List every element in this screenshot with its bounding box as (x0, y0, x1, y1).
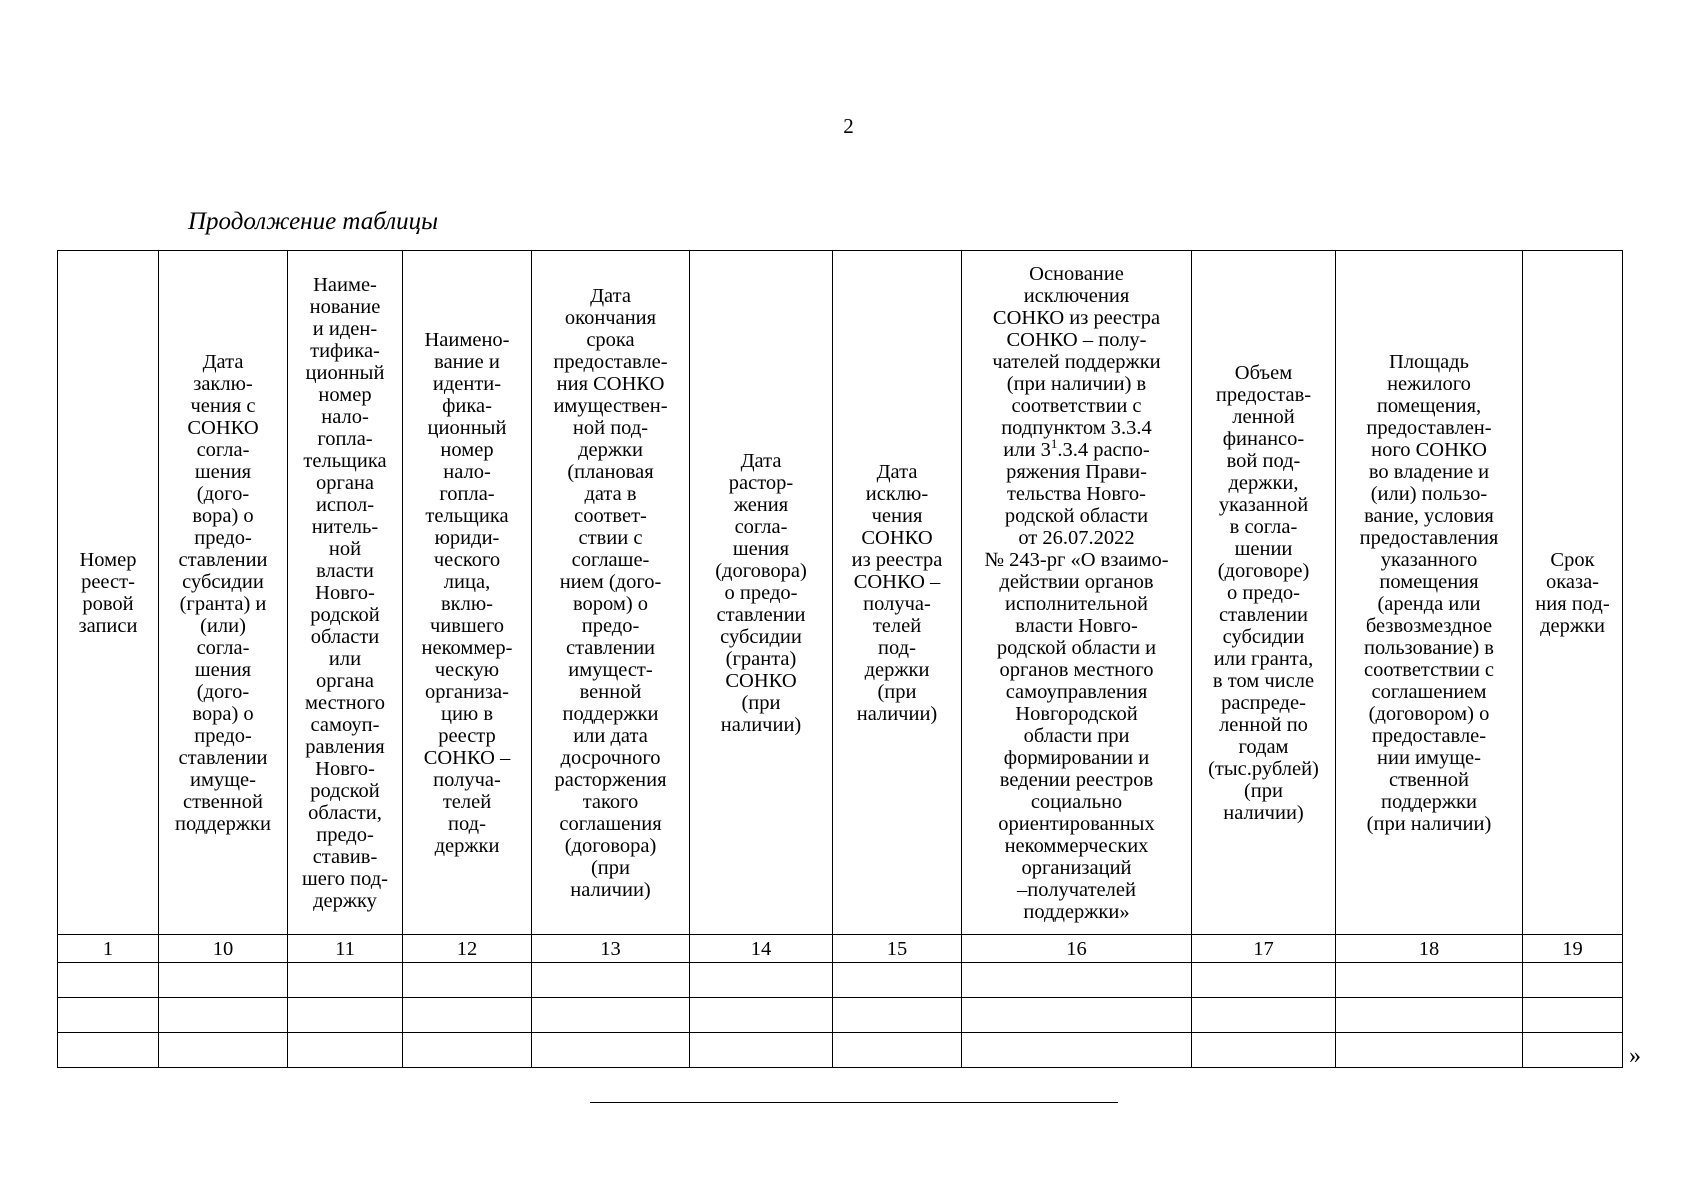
column-number: 18 (1336, 935, 1523, 963)
page-number: 2 (843, 114, 854, 138)
table-cell (833, 963, 962, 998)
table-cell (159, 998, 288, 1033)
column-number: 10 (159, 935, 288, 963)
column-number: 1 (58, 935, 159, 963)
table-cell (288, 1033, 403, 1068)
table-cell (532, 1033, 690, 1068)
table-cell (403, 1033, 532, 1068)
registry-table (57, 250, 1623, 1068)
table-cell (833, 998, 962, 1033)
table-row (58, 963, 1623, 998)
header-exclusion-basis: Основание исключения СОНКО из реестра СОНКО – полу- чателей поддержки (при наличии) в соответствии с подпунктом 3.3.4 или $3^1.3.4$ распо- ряжения Прави- тельства Новго- родской области от 26.07.2022 № 243-рг «О взаимо- действии органов исполнительной власти Новго- родской области и органов местного самоуправления Новгородской области при формировании и ведении реестров социально ориентированных некоммерческих организаций –получателей поддержки» (962, 251, 1192, 935)
closing-quote: » (1629, 1043, 1641, 1069)
header-recipient-organization: Наимено- вание и иденти- фика- ционный номер нало- гопла- тельщика юриди- ческого лица, вклю- чившего некоммер- ческую организа- цию в реестр СОНКО – получа- телей под- держки (403, 251, 532, 935)
column-number: 17 (1192, 935, 1336, 963)
header-exclusion-date: Дата исклю- чения СОНКО из реестра СОНКО – получа- телей под- держки (при наличии) (833, 251, 962, 935)
table-cell (1336, 1033, 1523, 1068)
table-cell (690, 998, 833, 1033)
continuation-label: Продолжение таблицы (188, 208, 439, 235)
header-property-support-end-date: Дата окончания срока предоставле- ния СОНКО имуществен- ной под- держки (плановая дата в соответ- ствии с соглаше- нием (дого- вором) о предо- ставлении имущест- венной поддержки или дата досрочного расторжения такого соглашения (договора) (при наличии) (532, 251, 690, 935)
header-termination-date: Дата растор- жения согла- шения (договора) о предо- ставлении субсидии (гранта) СОНКО (при наличии) (690, 251, 833, 935)
column-number: 13 (532, 935, 690, 963)
table-cell (58, 998, 159, 1033)
column-number: 12 (403, 935, 532, 963)
header-support-term: Срок оказа- ния под- держки (1523, 251, 1623, 935)
column-number: 14 (690, 935, 833, 963)
column-number: 19 (1523, 935, 1623, 963)
table-cell (962, 998, 1192, 1033)
header-agreement-date: Дата заклю- чения с СОНКО согла- шения (дого- вора) о предо- ставлении субсидии (гранта) и (или) согла- шения (дого- вора) о предо- ставлении имуще- ственной поддержки (159, 251, 288, 935)
table-cell (1523, 963, 1623, 998)
column-number: 11 (288, 935, 403, 963)
table-cell (833, 1033, 962, 1068)
table-cell (962, 963, 1192, 998)
table-header-row (58, 251, 1623, 935)
table-cell (1192, 1033, 1336, 1068)
column-number: 15 (833, 935, 962, 963)
table-row (58, 1033, 1623, 1068)
header-financial-support-amount: Объем предостав- ленной финансо- вой под- держки, указанной в согла- шении (договоре) о предо- ставлении субсидии или гранта, в том числе распреде- ленной по годам (тыс.рублей) (при наличии) (1192, 251, 1336, 935)
header-registry-number: Номер реест- ровой записи (58, 251, 159, 935)
header-premises-area: Площадь нежилого помещения, предоставлен- ного СОНКО во владение и (или) пользо- вание, условия предоставления указанного помещения (аренда или безвозмездное пользование) в соответствии с соглашением (договором) о предоставле- нии имуще- ственной поддержки (при наличии) (1336, 251, 1523, 935)
separator-line (590, 1102, 1118, 1103)
table-cell (1336, 998, 1523, 1033)
table-cell (532, 998, 690, 1033)
table-cell (532, 963, 690, 998)
table-cell (58, 1033, 159, 1068)
table-cell (288, 963, 403, 998)
table-cell (1192, 963, 1336, 998)
table-cell (58, 963, 159, 998)
column-number-row (58, 935, 1623, 963)
table-cell (690, 1033, 833, 1068)
column-number: 16 (962, 935, 1192, 963)
table-cell (159, 1033, 288, 1068)
header-provider-authority: Наиме- нование и иден- тифика- ционный номер нало- гопла- тельщика органа испол- нитель- ной власти Новго- родской области или органа местного самоуп- равления Новго- родской области, предо- ставив- шего под- держку (288, 251, 403, 935)
table-cell (1192, 998, 1336, 1033)
table-cell (288, 998, 403, 1033)
table-cell (690, 963, 833, 998)
table-cell (1523, 1033, 1623, 1068)
table-cell (403, 998, 532, 1033)
table-cell (962, 1033, 1192, 1068)
table-cell (403, 963, 532, 998)
table-cell (1336, 963, 1523, 998)
table-row (58, 998, 1623, 1033)
table-cell (1523, 998, 1623, 1033)
table-cell (159, 963, 288, 998)
